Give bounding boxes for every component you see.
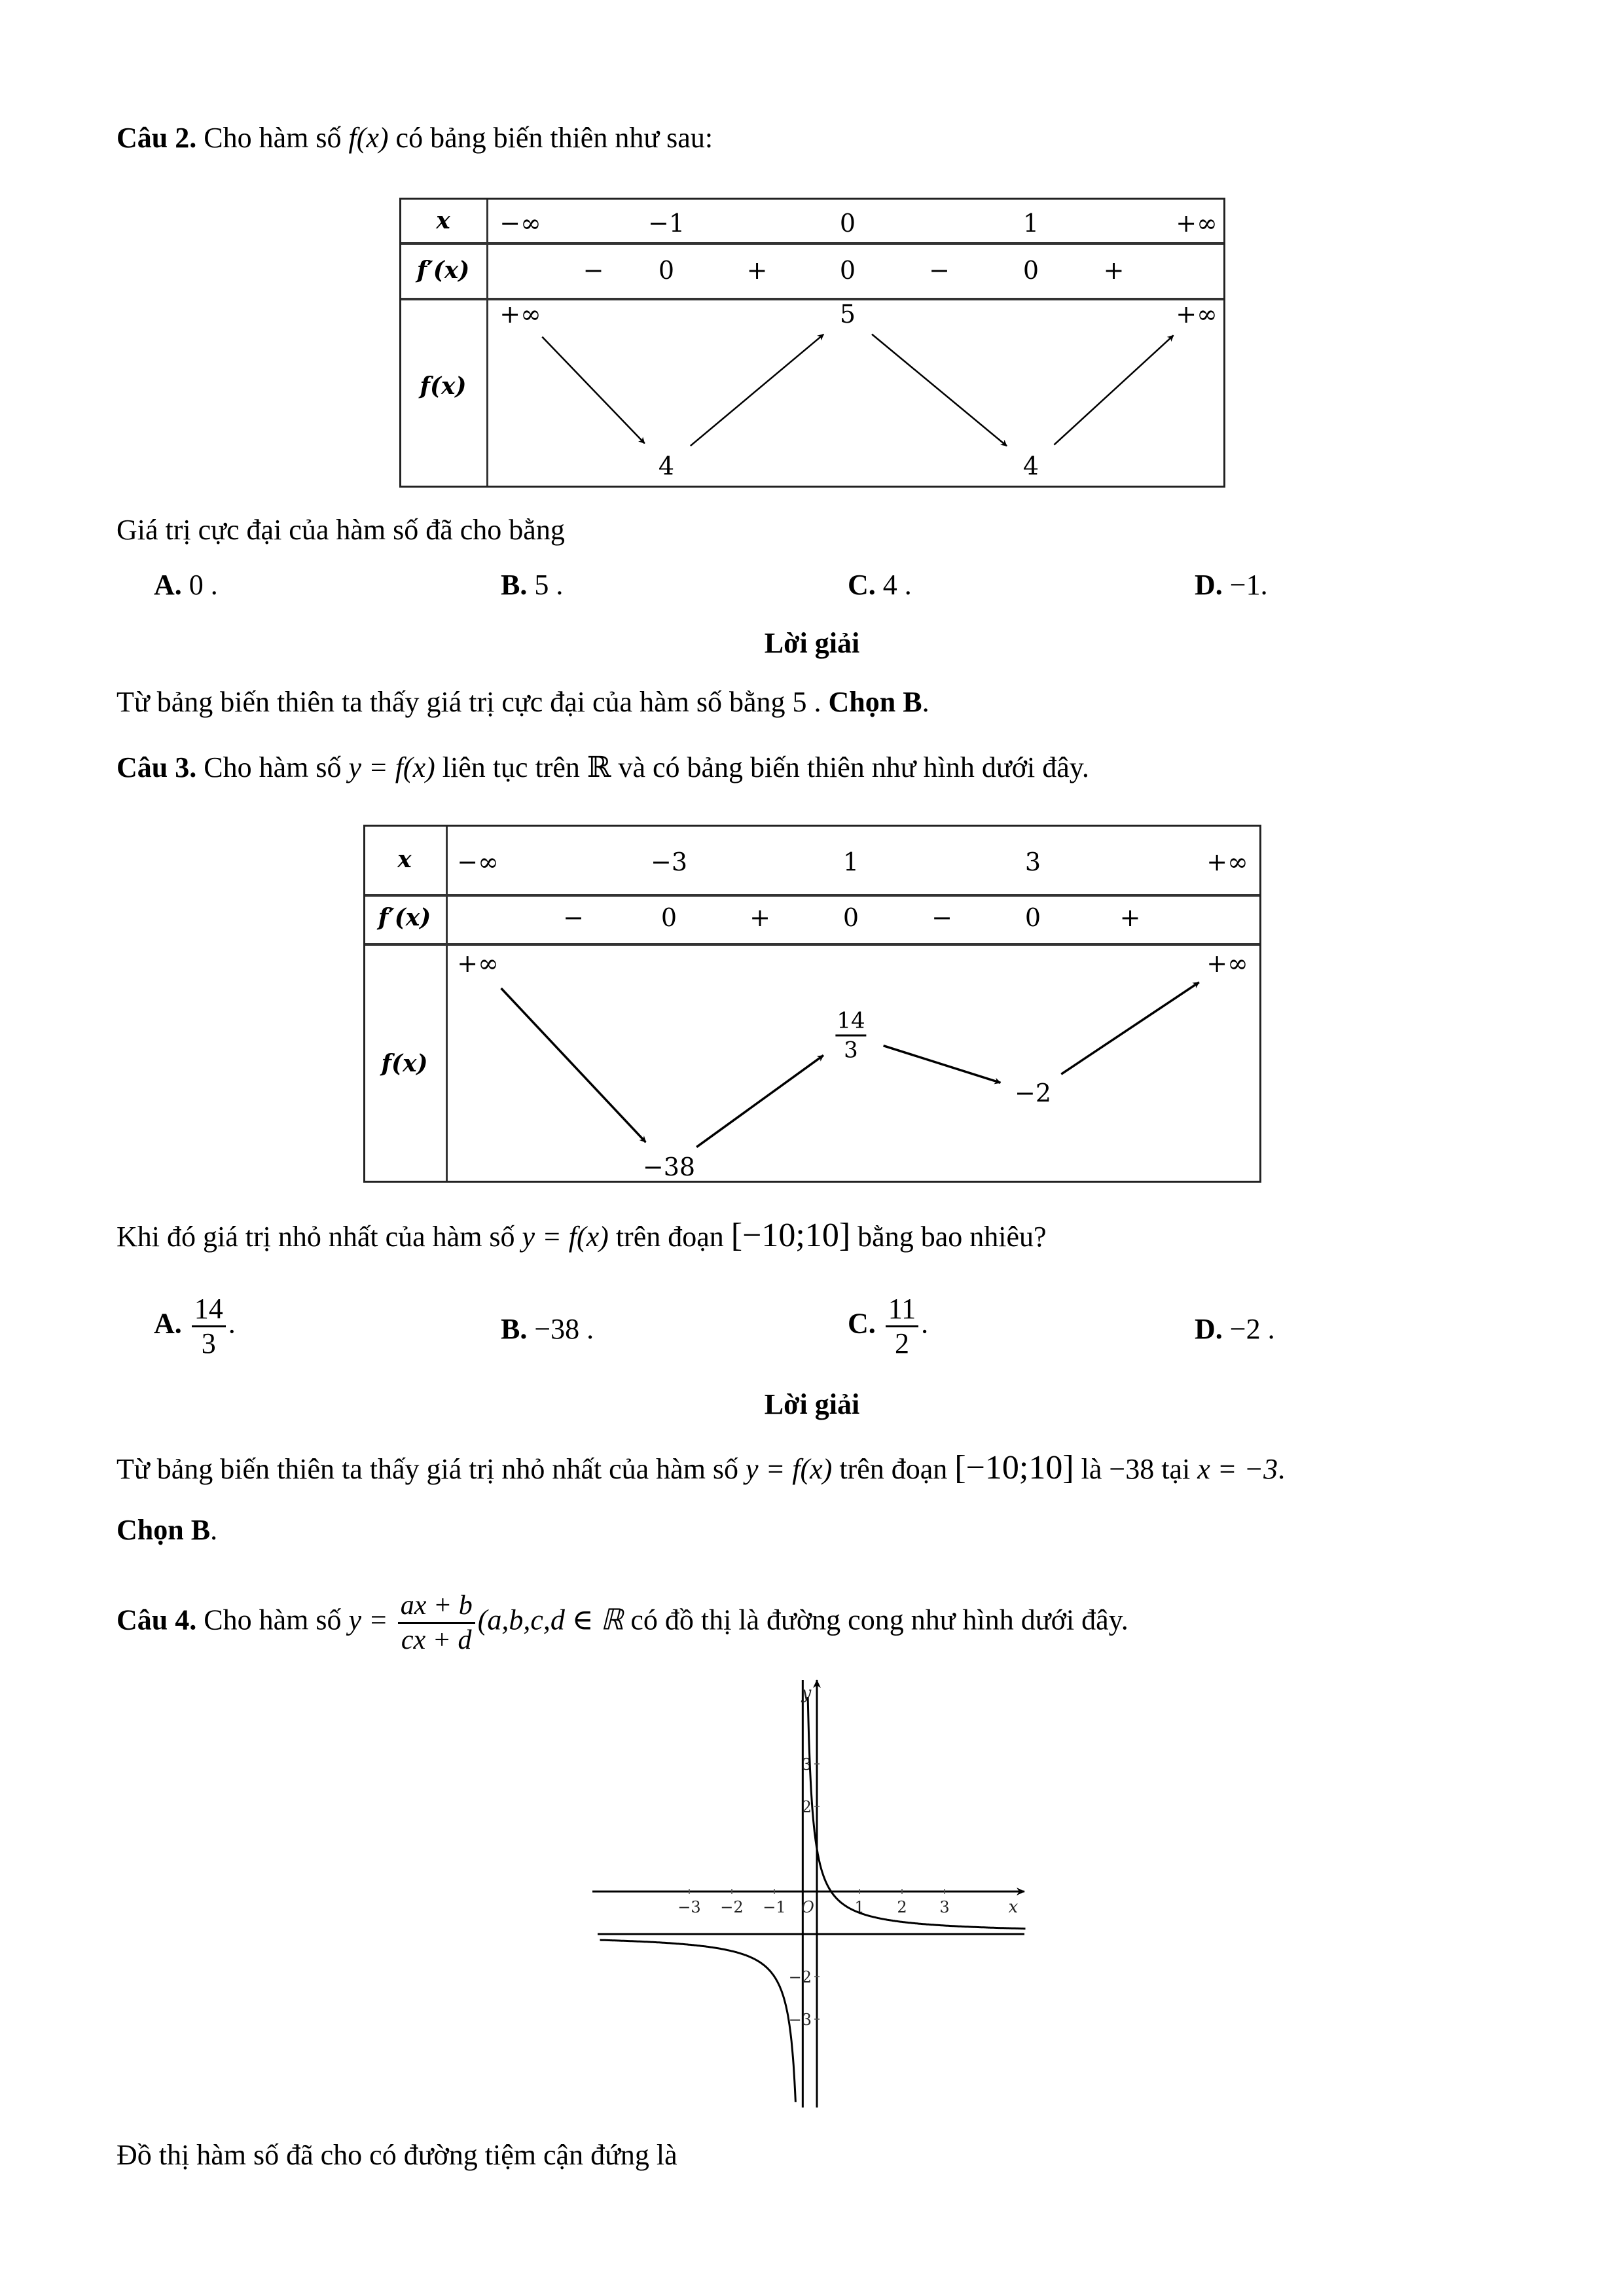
y-tick-label: −3 <box>788 2011 812 2029</box>
q3-intro <box>117 749 1089 786</box>
question-interval: [−10;10] <box>731 1217 851 1254</box>
fprime-sign: + <box>746 256 768 285</box>
option-value: 5 . <box>527 569 564 601</box>
q4-label: Câu 4. <box>117 1604 197 1636</box>
q3-option-c[interactable] <box>848 1293 928 1360</box>
solution-choice: Chọn B <box>828 686 922 718</box>
option-end: . <box>921 1307 929 1340</box>
x-value: +∞ <box>1206 848 1248 876</box>
f-value: 5 <box>839 300 856 329</box>
question-text-3: bằng bao nhiêu? <box>850 1221 1047 1253</box>
solution-interval: [−10;10] <box>954 1449 1074 1486</box>
fprime-sign: − <box>929 256 950 285</box>
solution-text: Từ bảng biến thiên ta thấy giá trị cực đại của hàm số bằng 5 . <box>117 686 829 718</box>
x-tick-label: 1 <box>854 1898 865 1916</box>
q2-option-a[interactable] <box>154 567 218 603</box>
q2-question: Giá trị cực đại của hàm số đã cho bằng <box>117 514 565 546</box>
y-tick-label: −2 <box>788 1968 812 1986</box>
question-text: Khi đó giá trị nhỏ nhất của hàm số <box>117 1221 522 1253</box>
q2-intro-text-2: có bảng biến thiên như sau: <box>388 122 713 154</box>
x-value: 3 <box>1024 848 1041 876</box>
option-letter: B. <box>501 569 528 601</box>
x-value: +∞ <box>1176 209 1218 238</box>
x-tick-label: −2 <box>720 1898 744 1916</box>
q2-option-d[interactable] <box>1195 567 1268 603</box>
table-divider <box>401 242 1223 245</box>
q2-intro <box>117 120 713 156</box>
fraction-numerator: 11 <box>886 1293 918 1327</box>
q2-solution-title: Lời giải <box>764 627 860 659</box>
q2-solution <box>117 684 929 721</box>
x-tick-label: 2 <box>897 1898 907 1916</box>
fraction-denominator: 3 <box>201 1327 216 1359</box>
q3-solution <box>117 1450 1285 1488</box>
fprime-zero: 0 <box>660 903 677 932</box>
q3-intro-text: Cho hàm số <box>196 751 349 783</box>
q4-intro-text-2: có đồ thị là đường cong như hình dưới đây. <box>623 1604 1128 1636</box>
option-letter: A. <box>154 569 182 601</box>
x-value: 0 <box>839 209 856 238</box>
solution-choice: Chọn B <box>117 1514 211 1546</box>
x-value: −1 <box>647 209 685 238</box>
table-divider <box>365 943 1259 946</box>
x-value: −∞ <box>457 848 499 876</box>
q3-question <box>117 1217 1047 1255</box>
variation-table-q2 <box>399 198 1225 488</box>
option-letter: C. <box>848 569 876 601</box>
question-text-2: trên đoạn <box>608 1221 731 1253</box>
option-letter: C. <box>848 1307 876 1340</box>
q3-func: y = f(x) <box>348 751 435 783</box>
option-value: −38 . <box>527 1313 594 1345</box>
f-value-fraction <box>835 1007 866 1064</box>
q2-label: Câu 2. <box>117 122 197 154</box>
fraction-denominator: 2 <box>894 1327 909 1359</box>
fprime-zero: 0 <box>842 903 859 932</box>
function-graph <box>592 1672 1028 2108</box>
fprime-sign: + <box>1119 903 1141 932</box>
option-fraction <box>886 1293 918 1360</box>
solution-end: . <box>210 1514 218 1546</box>
x-value: −∞ <box>499 209 541 238</box>
row-label-x: x <box>436 207 450 234</box>
option-end: . <box>228 1307 236 1340</box>
option-letter: D. <box>1195 1313 1223 1345</box>
row-label-f: f(x) <box>381 1050 428 1077</box>
f-value: −38 <box>642 1153 696 1181</box>
row-label-fprime: f′(x) <box>416 257 470 284</box>
solution-text-3: là −38 tại <box>1074 1453 1198 1485</box>
fraction-numerator: 14 <box>192 1293 226 1327</box>
row-label-f: f(x) <box>420 372 467 400</box>
option-value: 0 . <box>181 569 218 601</box>
x-tick-label: −3 <box>677 1898 701 1916</box>
q4-intro <box>117 1589 1128 1657</box>
row-label-x: x <box>397 846 412 873</box>
q3-label: Câu 3. <box>117 751 197 783</box>
f-value: −2 <box>1014 1079 1052 1107</box>
table-divider <box>365 894 1259 897</box>
option-letter: A. <box>154 1307 182 1340</box>
x-tick-label: −1 <box>763 1898 786 1916</box>
q4-intro-text: Cho hàm số <box>196 1604 349 1636</box>
f-value: +∞ <box>457 949 499 978</box>
x-value: 1 <box>842 848 859 876</box>
solution-func: y = f(x) <box>746 1453 833 1485</box>
fprime-sign: + <box>749 903 770 932</box>
q3-solution-title: Lời giải <box>764 1388 860 1420</box>
option-value: 4 . <box>875 569 912 601</box>
fprime-sign: + <box>1103 256 1125 285</box>
solution-text-2: trên đoạn <box>832 1453 955 1485</box>
y-axis-label: y <box>801 1683 812 1703</box>
q3-option-b[interactable] <box>501 1311 594 1348</box>
q4-params: (a,b,c,d ∈ ℝ <box>477 1604 624 1636</box>
f-value: +∞ <box>499 300 541 329</box>
fraction-denominator: cx + d <box>401 1625 472 1655</box>
fraction-numerator: ax + b <box>398 1589 475 1624</box>
fprime-zero: 0 <box>1024 903 1041 932</box>
variation-table-q3 <box>363 825 1261 1183</box>
y-tick-label: 2 <box>801 1798 812 1816</box>
fprime-sign: − <box>583 256 604 285</box>
option-value: −2 . <box>1222 1313 1275 1345</box>
row-label-fprime: f′(x) <box>378 904 431 931</box>
q3-solution-choice <box>117 1512 217 1549</box>
fprime-zero: 0 <box>1022 256 1039 285</box>
q4-fraction <box>398 1589 475 1657</box>
q4-question: Đồ thị hàm số đã cho có đường tiệm cận đứng là <box>117 2139 677 2171</box>
f-value: +∞ <box>1176 300 1218 329</box>
x-value: 1 <box>1022 209 1039 238</box>
fprime-zero: 0 <box>658 256 675 285</box>
fprime-zero: 0 <box>839 256 856 285</box>
fprime-sign: − <box>931 903 952 932</box>
q3-option-a[interactable] <box>154 1293 236 1360</box>
solution-end: . <box>922 686 929 718</box>
solution-text: Từ bảng biến thiên ta thấy giá trị nhỏ nhất của hàm số <box>117 1453 746 1485</box>
f-value: 4 <box>1022 452 1039 480</box>
q2-option-b[interactable] <box>501 567 563 603</box>
option-value: −1. <box>1222 569 1268 601</box>
x-value: −3 <box>650 848 688 876</box>
q2-func: f(x) <box>348 122 389 154</box>
curve-left-branch <box>600 1940 796 2102</box>
x-tick-label: 3 <box>939 1898 950 1916</box>
f-value: +∞ <box>1206 949 1248 978</box>
f-value: 4 <box>658 452 675 480</box>
table-header-column <box>365 827 448 1181</box>
origin-label: O <box>801 1898 814 1916</box>
fprime-sign: − <box>563 903 584 932</box>
q2-intro-text: Cho hàm số <box>196 122 349 154</box>
option-letter: B. <box>501 1313 528 1345</box>
solution-text-4: . <box>1278 1453 1286 1485</box>
fraction-numerator: 14 <box>835 1007 866 1037</box>
q4-func-lhs: y = <box>348 1604 388 1636</box>
q2-option-c[interactable] <box>848 567 912 603</box>
solution-x: x = −3 <box>1197 1453 1278 1485</box>
q3-option-d[interactable] <box>1195 1311 1275 1348</box>
option-fraction <box>192 1293 226 1360</box>
y-tick-label: 3 <box>801 1755 812 1774</box>
q3-intro-text-2: liên tục trên ℝ và có bảng biến thiên như hình dưới đây. <box>435 751 1089 783</box>
x-axis-label: x <box>1008 1897 1019 1917</box>
fraction-denominator: 3 <box>844 1037 858 1064</box>
option-letter: D. <box>1195 569 1223 601</box>
question-func: y = f(x) <box>522 1221 609 1253</box>
curve-right-branch <box>808 1697 1025 1929</box>
